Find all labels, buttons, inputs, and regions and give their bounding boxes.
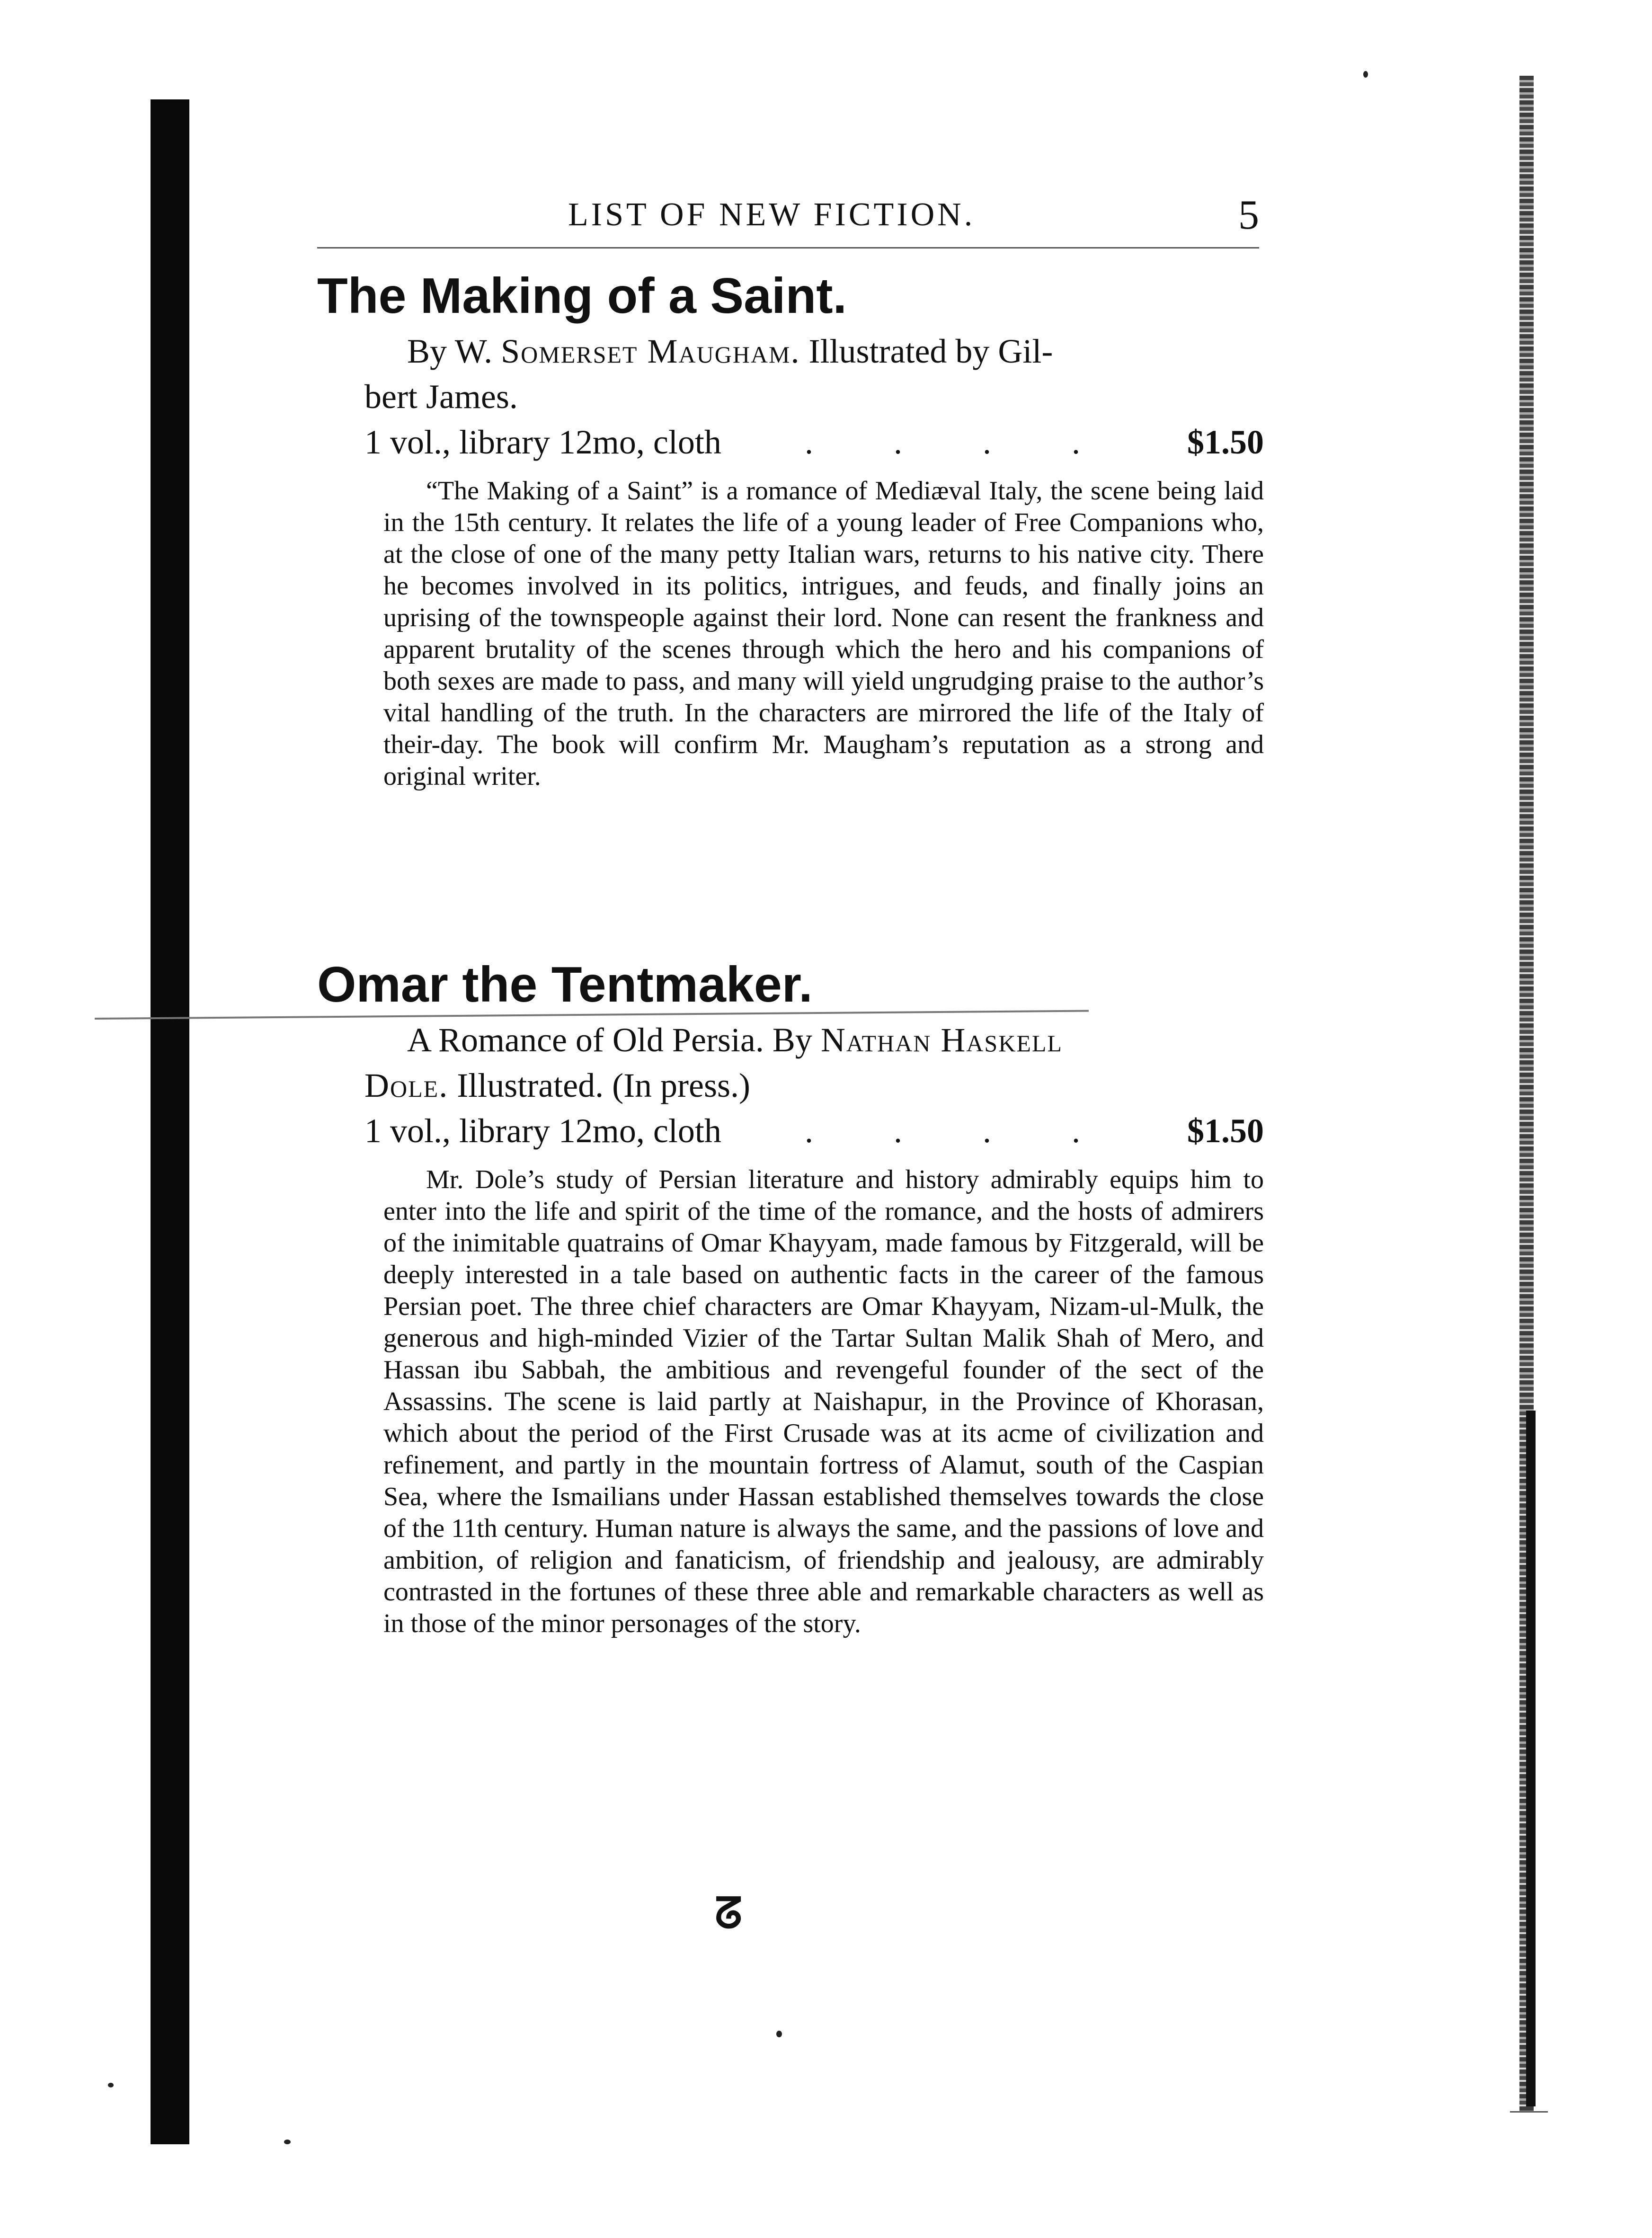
edition: 1 vol., library 12mo, cloth bbox=[364, 1112, 721, 1150]
scan-speck bbox=[1363, 71, 1368, 78]
byline-suffix: Illustrated by Gil- bbox=[800, 332, 1053, 370]
printer-ornament: ᘔ bbox=[715, 1889, 743, 1938]
author-name: Somerset Maugham. bbox=[501, 332, 800, 370]
byline-suffix: Illustrated. (In press.) bbox=[448, 1066, 751, 1104]
running-title: LIST OF NEW FICTION. bbox=[568, 196, 976, 233]
price: $1.50 bbox=[1187, 423, 1264, 461]
byline-prefix: A Romance of Old Persia. By bbox=[407, 1021, 821, 1059]
book-title: Omar the Tentmaker. bbox=[317, 957, 813, 1012]
header-rule bbox=[317, 247, 1259, 249]
scan-speck bbox=[284, 2140, 291, 2144]
byline bbox=[317, 329, 1264, 419]
author-name: Nathan Haskell bbox=[820, 1021, 1063, 1059]
book-entry bbox=[317, 954, 1264, 1640]
byline bbox=[317, 1017, 1264, 1108]
scan-speck bbox=[776, 2031, 782, 2037]
book-description: “The Making of a Saint” is a romance of Mediæval Italy, the scene being laid in the 15th century. It relates the life of a young leader of Free Companions who, at the close of one of the many petty Italian wars, returns to his native city. There he becomes involved in its politics, intrigues, and feuds, and finally joins an uprising of the townspeople against their lord. None can resent the frankness and apparent brutality of the scenes through which the hero and his companions of both sexes are made to pass, and many will yield ungrudging praise to the author’s vital handling of the truth. In the characters are mirrored the life of the Italy of their-day. The book will confirm Mr. Maugham’s reputation as a strong and original writer. bbox=[383, 476, 1264, 791]
edition-price-line bbox=[364, 1108, 1264, 1154]
running-head bbox=[317, 185, 1264, 251]
binding-shadow bbox=[151, 99, 189, 2144]
byline-line bbox=[407, 329, 1264, 374]
page-number: 5 bbox=[1238, 192, 1259, 238]
book-entry bbox=[317, 265, 1264, 792]
book-title: The Making of a Saint. bbox=[317, 268, 847, 324]
stray-rule-right bbox=[1510, 2111, 1548, 2113]
edition: 1 vol., library 12mo, cloth bbox=[364, 423, 721, 461]
edge-scan-shadow bbox=[1526, 1411, 1536, 2106]
author-surname: Dole. bbox=[364, 1066, 449, 1104]
price: $1.50 bbox=[1187, 1112, 1264, 1150]
byline-continuation bbox=[317, 1063, 1264, 1108]
byline-continuation: bert James. bbox=[364, 378, 518, 416]
byline-prefix: By W. bbox=[407, 332, 501, 370]
book-description: Mr. Dole’s study of Persian literature and history admirably equips him to enter into the life and spirit of the time of the romance, and the hosts of admirers of the inimitable quatrains of Omar Khayyam, made famous by Fitzgerald, will be deeply interested in a tale based on authentic facts in the career of the famous Persian poet. The three chief characters are Omar Khayyam, Nizam-ul-Mulk, the generous and high-minded Vizier of the Tartar Sultan Malik Shah of Mero, and Hassan ibu Sabbah, the ambitious and revengeful founder of the sect of the Assassins. The scene is laid partly at Naishapur, in the Province of Khorasan, which about the period of the First Crusade was at its acme of civilization and refinement, and partly in the mountain fortress of Alamut, south of the Caspian Sea, where the Ismailians under Hassan established themselves towards the close of the 11th century. Human nature is always the same, and the passions of love and ambition, of religion and fanaticism, of friendship and jealousy, are admirably contrasted in the fortunes of these three able and remarkable characters as well as in those of the minor personages of the story. bbox=[383, 1165, 1264, 1638]
byline-line bbox=[407, 1017, 1264, 1063]
dot-leader: . . . . bbox=[805, 423, 1116, 461]
edition-price-line bbox=[364, 419, 1264, 465]
scan-speck bbox=[108, 2083, 114, 2087]
dot-leader: . . . . bbox=[805, 1112, 1116, 1150]
